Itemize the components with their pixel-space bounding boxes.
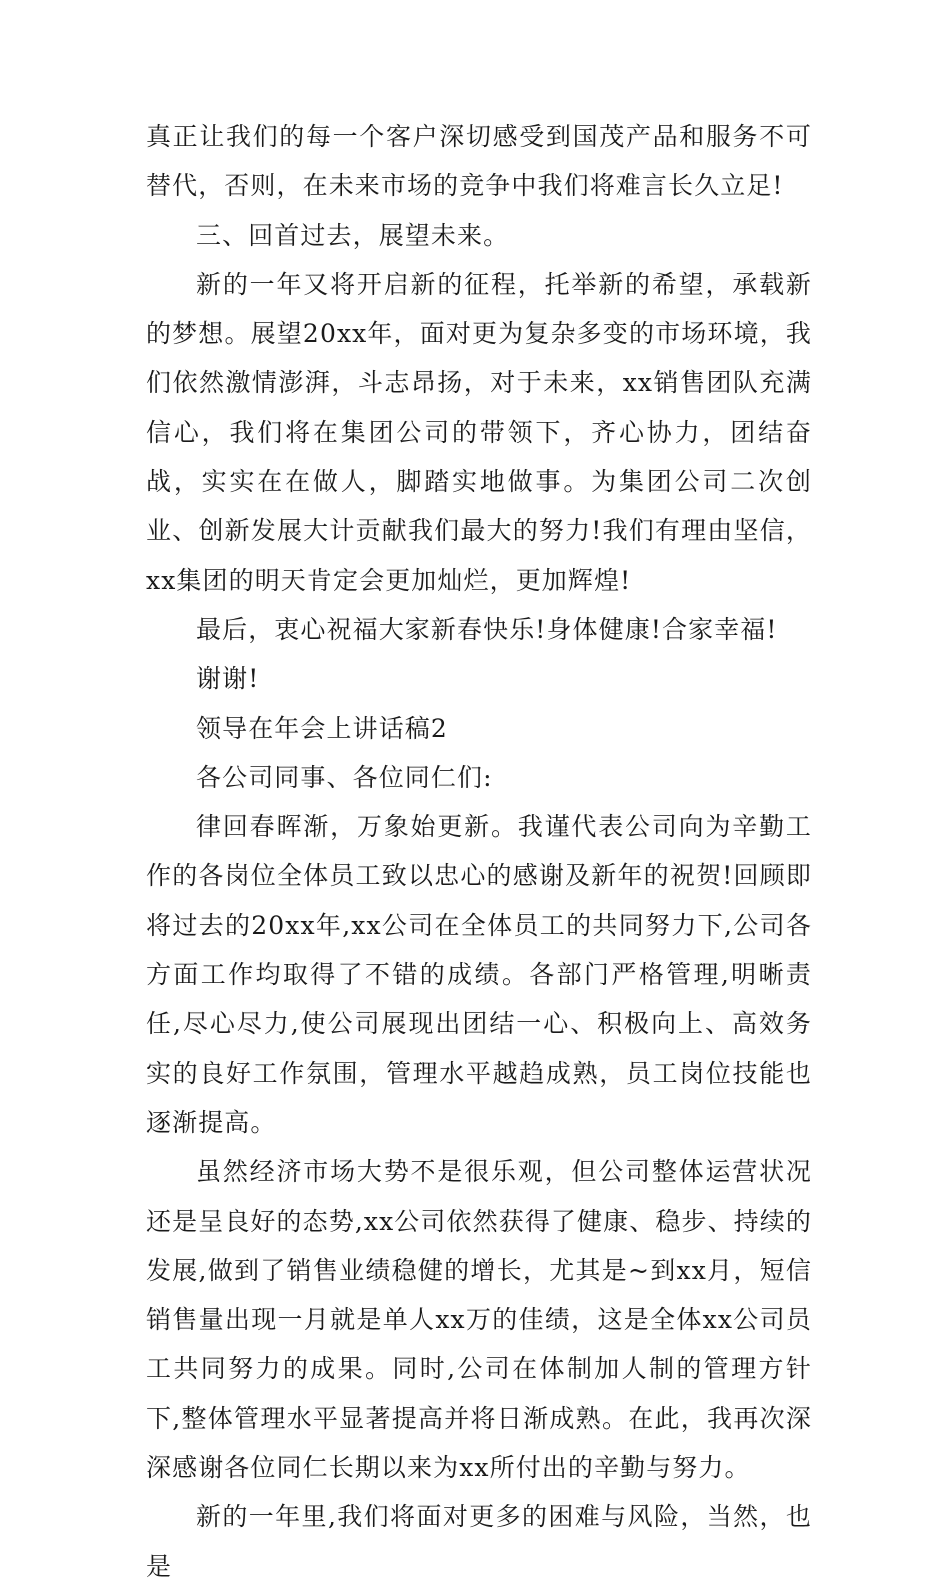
closing-wishes: 最后，衷心祝福大家新春快乐!身体健康!合家幸福! xyxy=(196,614,778,644)
paragraph: 真正让我们的每一个客户深切感受到国茂产品和服务不可替代，否则，在未来市场的竞争中我们将难言长久立足! xyxy=(146,122,812,201)
section-heading: 三、回首过去，展望未来。 xyxy=(196,220,510,250)
thanks-line: 谢谢! xyxy=(196,664,260,694)
document-body xyxy=(146,112,812,1591)
paragraph: 新的一年里,我们将面对更多的困难与风险，当然，也是 xyxy=(146,1502,812,1581)
paragraph: 虽然经济市场大势不是很乐观，但公司整体运营状况还是呈良好的态势,xx公司依然获得了健康、稳步、持续的发展,做到了销售业绩稳健的增长，尤其是~到xx月，短信销售量出现一月就是单人xx万的佳绩，这是全体xx公司员工共同努力的成果。同时,公司在体制加人制的管理方针下,整体管理水平显著提高并将日渐成熟。在此，我再次深深感谢各位同仁长期以来为xx所付出的辛勤与努力。 xyxy=(146,1157,812,1483)
salutation: 各公司同事、各位同仁们: xyxy=(196,762,493,792)
speech-title: 领导在年会上讲话稿2 xyxy=(196,713,448,743)
paragraph: 新的一年又将开启新的征程，托举新的希望，承载新的梦想。展望20xx年，面对更为复杂多变的市场环境，我们依然激情澎湃，斗志昂扬，对于未来，xx销售团队充满信心，我们将在集团公司的带领下，齐心协力，团结奋战，实实在在做人，脚踏实地做事。为集团公司二次创业、创新发展大计贡献我们最大的努力!我们有理由坚信，xx集团的明天肯定会更加灿烂，更加辉煌! xyxy=(146,269,812,595)
paragraph: 律回春晖渐，万象始更新。我谨代表公司向为辛勤工作的各岗位全体员工致以忠心的感谢及新年的祝贺!回顾即将过去的20xx年,xx公司在全体员工的共同努力下,公司各方面工作均取得了不错的成绩。各部门严格管理,明晰责任,尽心尽力,使公司展现出团结一心、积极向上、高效务实的良好工作氛围，管理水平越趋成熟，员工岗位技能也逐渐提高。 xyxy=(146,812,812,1137)
